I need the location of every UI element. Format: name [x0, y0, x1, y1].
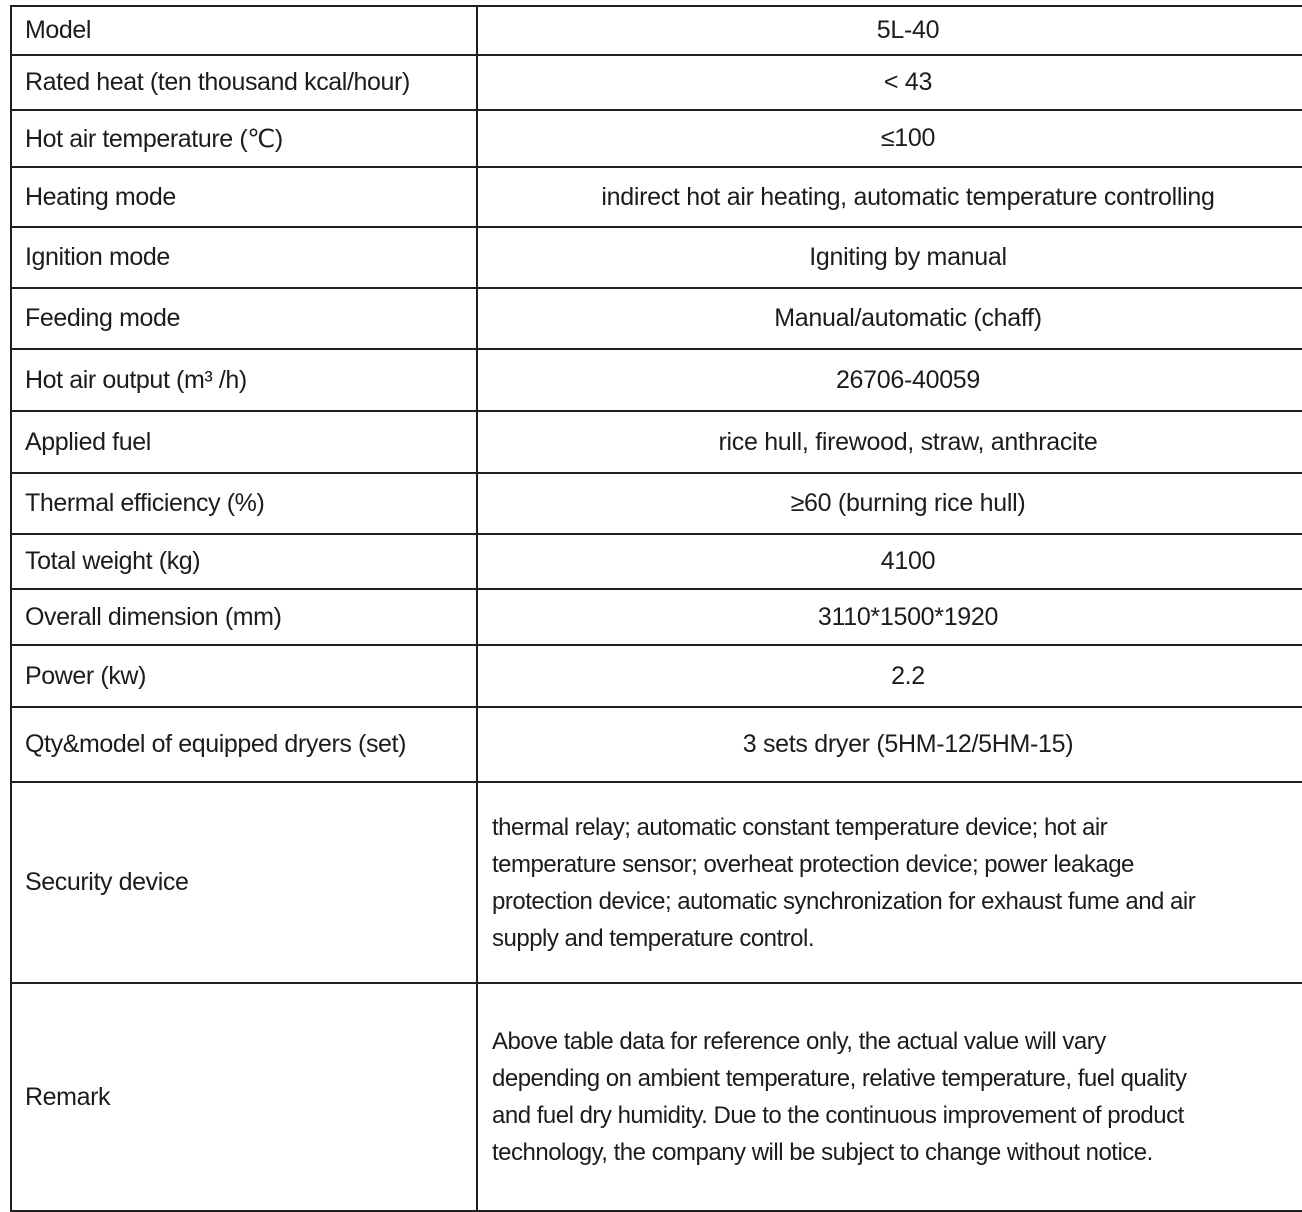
row-label: Model — [11, 6, 477, 55]
row-value: 3110*1500*1920 — [477, 589, 1302, 645]
row-label: Heating mode — [11, 167, 477, 227]
table-row — [11, 473, 1302, 534]
table-row — [11, 110, 1302, 167]
row-value: indirect hot air heating, automatic temperature controlling — [477, 167, 1302, 227]
row-value: Above table data for reference only, the actual value will vary depending on ambient temperature, relative temperature, fuel quality and fuel dry humidity. Due to the continuous improvement of product technology, the company will be subject to change without notice. — [477, 983, 1302, 1211]
table-row — [11, 167, 1302, 227]
table-row — [11, 707, 1302, 782]
row-value: < 43 — [477, 55, 1302, 110]
table-row — [11, 983, 1302, 1211]
row-value: 26706-40059 — [477, 349, 1302, 411]
row-value: Igniting by manual — [477, 227, 1302, 288]
table-row — [11, 645, 1302, 707]
row-value: Manual/automatic (chaff) — [477, 288, 1302, 349]
row-label: Ignition mode — [11, 227, 477, 288]
row-label: Rated heat (ten thousand kcal/hour) — [11, 55, 477, 110]
table-row — [11, 227, 1302, 288]
table-row — [11, 288, 1302, 349]
row-value: ≥60 (burning rice hull) — [477, 473, 1302, 534]
row-value: ≤100 — [477, 110, 1302, 167]
row-value: rice hull, firewood, straw, anthracite — [477, 411, 1302, 473]
table-row — [11, 6, 1302, 55]
row-label: Qty&model of equipped dryers (set) — [11, 707, 477, 782]
row-label: Hot air output (m³ /h) — [11, 349, 477, 411]
row-label: Applied fuel — [11, 411, 477, 473]
row-label: Overall dimension (mm) — [11, 589, 477, 645]
table-row — [11, 411, 1302, 473]
row-label: Power (kw) — [11, 645, 477, 707]
row-label: Remark — [11, 983, 477, 1211]
row-label: Thermal efficiency (%) — [11, 473, 477, 534]
table-row — [11, 534, 1302, 589]
table-row — [11, 349, 1302, 411]
row-value: thermal relay; automatic constant temperature device; hot air temperature sensor; overheat protection device; power leakage protection device; automatic synchronization for exhaust fume and air supply and temperature control. — [477, 782, 1302, 983]
row-value: 4100 — [477, 534, 1302, 589]
row-label: Security device — [11, 782, 477, 983]
spec-table — [10, 5, 1302, 1212]
row-value: 2.2 — [477, 645, 1302, 707]
row-label: Hot air temperature (℃) — [11, 110, 477, 167]
table-row — [11, 782, 1302, 983]
table-row — [11, 55, 1302, 110]
row-value: 3 sets dryer (5HM-12/5HM-15) — [477, 707, 1302, 782]
table-row — [11, 589, 1302, 645]
row-value: 5L-40 — [477, 6, 1302, 55]
row-label: Feeding mode — [11, 288, 477, 349]
row-label: Total weight (kg) — [11, 534, 477, 589]
